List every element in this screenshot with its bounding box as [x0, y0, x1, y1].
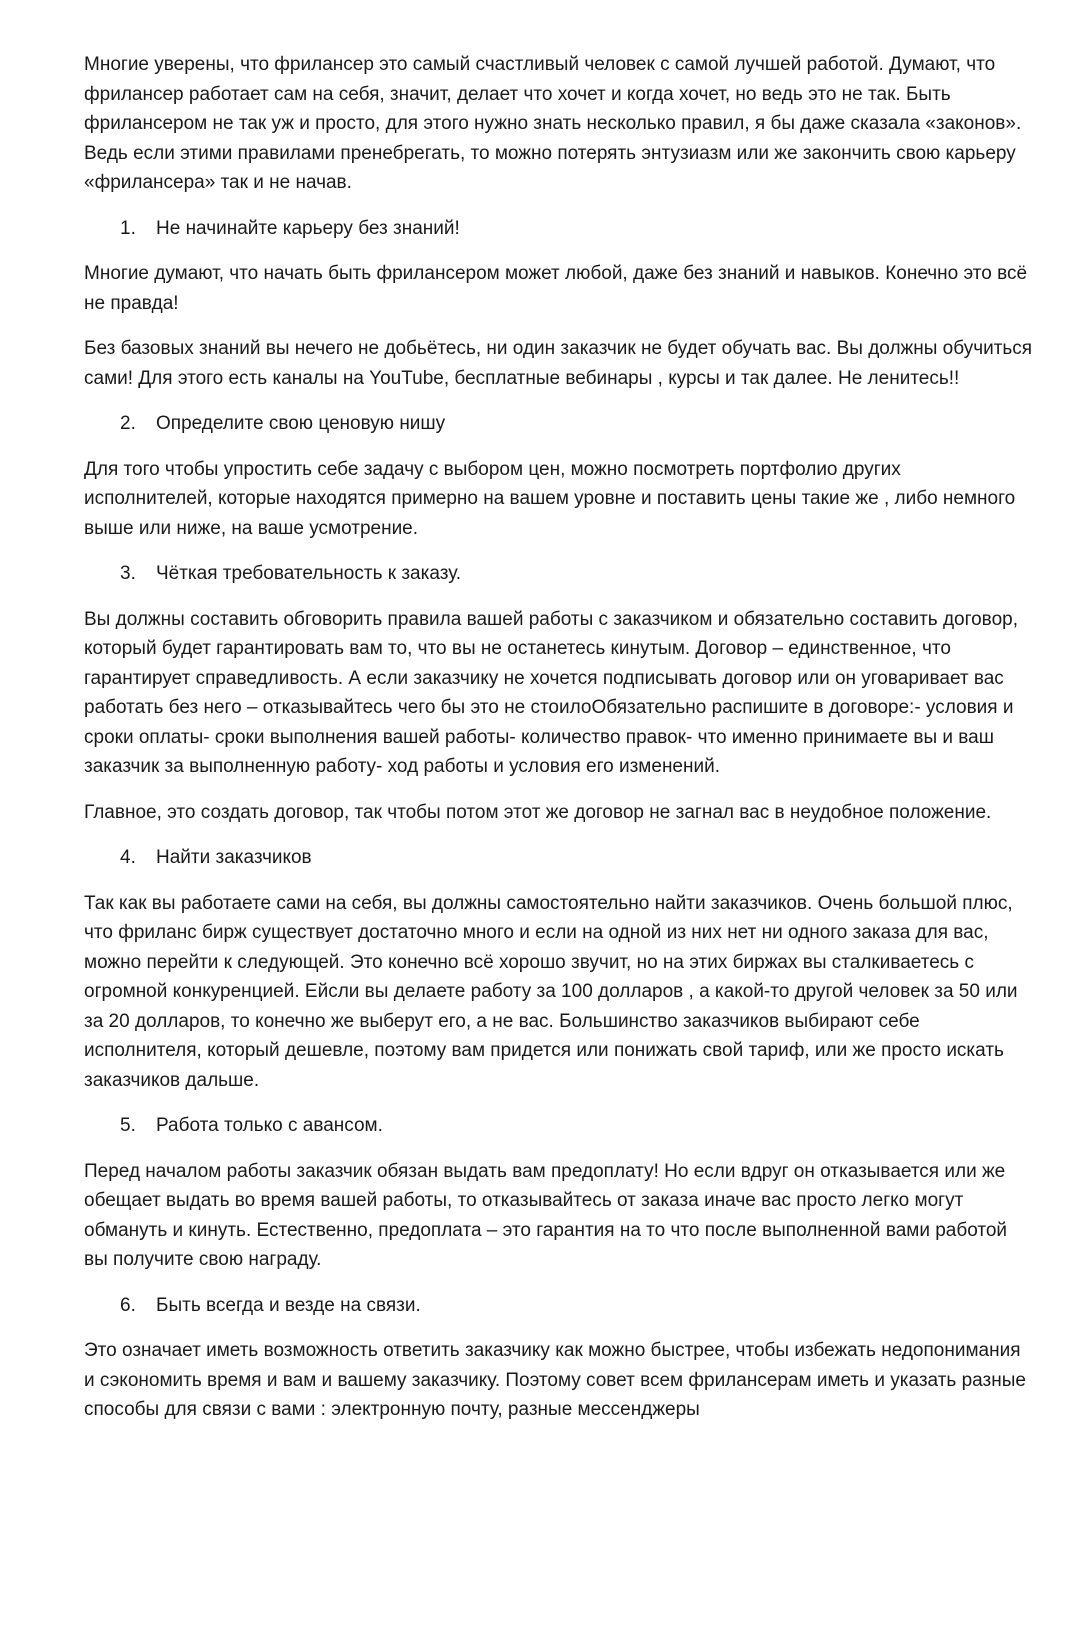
paragraph: Главное, это создать договор, так чтобы потом этот же договор не загнал вас в неудобное положение. [84, 801, 992, 823]
list-number: 4. [120, 847, 136, 868]
list-number: 3. [120, 563, 136, 584]
list-item [84, 1291, 1034, 1321]
list-item [84, 843, 1034, 873]
list-heading: Чёткая требовательность к заказу. [156, 563, 462, 584]
paragraph: Это означает иметь возможность ответить заказчику как можно быстрее, чтобы избежать недопонимания и сэкономить время и вам и вашему заказчику. Поэтому совет всем фрилансерам иметь и указать разные способы для связи с вами : электронную почту, разные мессенджеры [84, 1340, 1026, 1420]
list-heading: Найти заказчиков [156, 847, 312, 868]
list-number: 2. [120, 413, 136, 434]
list-item [84, 559, 1034, 589]
paragraph: Многие думают, что начать быть фрилансером может любой, даже без знаний и навыков. Конечно это всё не правда! [84, 263, 1028, 314]
list-number: 6. [120, 1294, 136, 1316]
paragraph: Без базовых знаний вы нечего не добьётесь, ни один заказчик не будет обучать вас. Вы должны обучиться сами! Для этого есть каналы на YouTube, бесплатные вебинары , курсы и так далее. Не ленитесь!! [84, 338, 1033, 389]
list-item [84, 409, 1034, 439]
list-item [84, 1111, 1034, 1141]
list-heading: Быть всегда и везде на связи. [156, 1294, 421, 1316]
list-heading: Не начинайте карьеру без знаний! [156, 217, 460, 239]
paragraph: Перед началом работы заказчик обязан выдать вам предоплату! Но если вдруг он отказывается или же обещает выдать во время вашей работы, то отказывайтесь от заказа иначе вас просто легко могут обмануть и кинуть. Естественно, предоплата – это гарантия на то что после выполненной вами работой вы получите свою награду. [84, 1160, 1008, 1270]
list-heading: Определите свою ценовую нишу [156, 413, 446, 434]
list-heading: Работа только с авансом. [156, 1115, 383, 1136]
list-number: 1. [120, 217, 136, 239]
paragraph: Для того чтобы упростить себе задачу с выбором цен, можно посмотреть портфолио других исполнителей, которые находятся примерно на вашем уровне и поставить цены такие же , либо немного выше или ниже, на ваше усмотрение. [84, 458, 1016, 539]
paragraph: Многие уверены, что фрилансер это самый счастливый человек с самой лучшей работой. Думают, что фрилансер работает сам на себя, значит, делает что хочет и когда хочет, но ведь это не так. Быть фрилансером не так уж и просто, для этого нужно знать несколько правил, я бы даже сказала «законов». Ведь если этими правилами пренебрегать, то можно потерять энтузиазм или же закончить свою карьеру «фрилансера» так и не начав. [84, 54, 1022, 193]
list-item [84, 214, 1034, 244]
document-page [84, 50, 1034, 1441]
paragraph: Вы должны составить обговорить правила вашей работы с заказчиком и обязательно составить договор, который будет гарантировать вам то, что вы не останетесь кинутым. Договор – единственное, что гарантирует справедливость. А если заказчику не хочется подписывать договор или он уговаривает вас работать без него – отказывайтесь чего бы это не стоилоОбязательно распишите в договоре:- условия и сроки оплаты- сроки выполнения вашей работы- количество правок- что именно принимаете вы и ваш заказчик за выполненную работу- ход работы и условия его изменений. [84, 608, 1018, 777]
list-number: 5. [120, 1115, 136, 1136]
paragraph: Так как вы работаете сами на себя, вы должны самостоятельно найти заказчиков. Очень большой плюс, что фриланс бирж существует достаточно много и если на одной из них нет ни одного заказа для вас, можно перейти к следующей. Это конечно всё хорошо звучит, но на этих биржах вы сталкиваетесь с огромной конкуренцией. Ейсли вы делаете работу за 100 долларов , а какой-то другой человек за 50 или за 20 долларов, то конечно же выберут его, а не вас. Большинство заказчиков выбирают себе исполнителя, который дешевле, поэтому вам придется или понижать свой тариф, или же просто искать заказчиков дальше. [84, 892, 1018, 1091]
